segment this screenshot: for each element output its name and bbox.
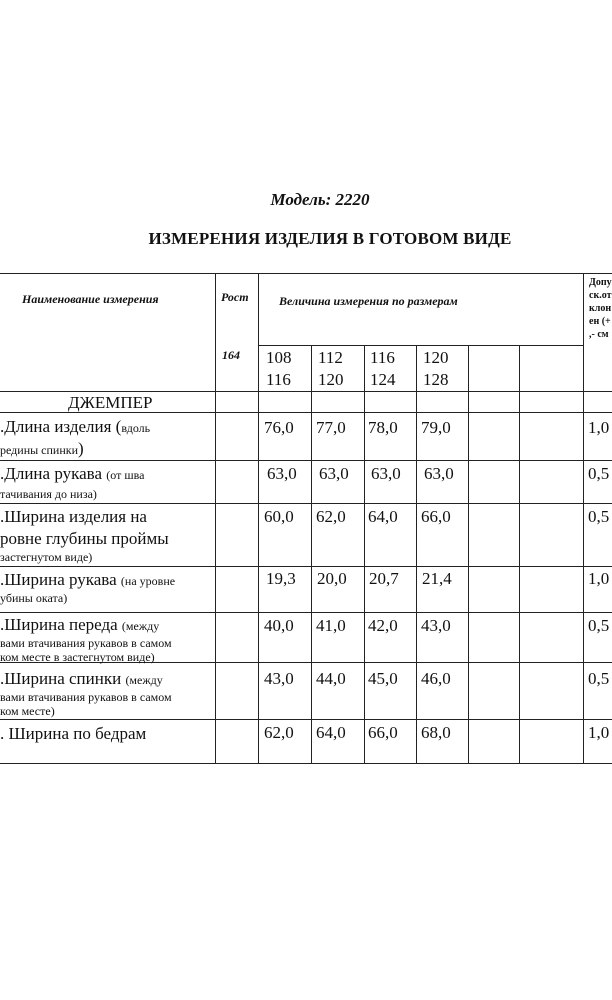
tolerance-header-line: клон — [589, 303, 612, 314]
size-value: 41,0 — [316, 616, 346, 635]
tolerance-value: 0,5 — [588, 669, 610, 688]
measurement-title: .Ширина переда — [0, 615, 122, 634]
size-value: 77,0 — [316, 418, 346, 437]
measurement-title: ровне глубины проймы — [0, 529, 169, 548]
grid-line — [364, 345, 365, 763]
measurement-note: вами втачивания рукавов в самом — [0, 636, 172, 650]
grid-line — [468, 345, 469, 763]
grid-line — [258, 273, 259, 763]
size-value: 68,0 — [421, 723, 451, 742]
grid-line — [0, 612, 612, 613]
grid-line — [0, 503, 612, 504]
size-top: 112 — [318, 348, 343, 367]
tolerance-header-line: Допу — [589, 277, 612, 288]
size-value: 64,0 — [368, 507, 398, 526]
size-value: 66,0 — [368, 723, 398, 742]
measurement-note: застегнутом виде) — [0, 550, 93, 564]
tolerance-value: 0,5 — [588, 507, 610, 526]
size-bottom: 116 — [266, 370, 291, 389]
size-value: 20,7 — [369, 569, 399, 588]
grid-line — [0, 460, 612, 461]
measurement-note: редины спинки — [0, 443, 79, 457]
measurement-title: . Ширина по бедрам — [0, 724, 147, 743]
model-title: Модель: 2220 — [270, 190, 370, 209]
header-size-values: Величина измерения по размерам — [279, 294, 458, 308]
grid-line — [215, 273, 216, 763]
size-value: 60,0 — [264, 507, 294, 526]
size-column — [318, 347, 344, 391]
tolerance-value: 0,5 — [588, 464, 610, 483]
measurement-title: .Длина изделия ( — [0, 417, 122, 436]
grid-line — [0, 273, 612, 274]
grid-line — [0, 391, 612, 392]
measurement-note: вдоль — [121, 421, 151, 435]
measurement-name — [0, 614, 172, 664]
measurement-title: .Ширина спинки — [0, 669, 126, 688]
grid-line — [519, 345, 520, 763]
size-value: 19,3 — [266, 569, 296, 588]
size-value: 63,0 — [319, 464, 349, 483]
size-bottom: 120 — [318, 370, 344, 389]
size-value: 42,0 — [368, 616, 398, 635]
header-tolerance — [589, 276, 612, 341]
size-value: 43,0 — [421, 616, 451, 635]
size-value: 63,0 — [424, 464, 454, 483]
size-top: 116 — [370, 348, 395, 367]
measurement-title: .Ширина изделия на — [0, 507, 147, 526]
measurement-title: ) — [78, 439, 84, 458]
size-value: 66,0 — [421, 507, 451, 526]
measurement-name — [0, 506, 169, 564]
document-heading: ИЗМЕРЕНИЯ ИЗДЕЛИЯ В ГОТОВОМ ВИДЕ — [148, 229, 512, 248]
size-value: 79,0 — [421, 418, 451, 437]
size-value: 63,0 — [267, 464, 297, 483]
size-value: 46,0 — [421, 669, 451, 688]
measurement-note: (между — [125, 673, 163, 687]
size-column — [370, 347, 396, 391]
measurement-note: (на уровне — [120, 574, 176, 588]
size-value: 43,0 — [264, 669, 294, 688]
measurement-note: ком месте) — [0, 704, 55, 718]
measurement-name — [0, 463, 144, 503]
measurement-note: тачивания до низа) — [0, 487, 97, 501]
tolerance-value: 1,0 — [588, 418, 610, 437]
size-value: 64,0 — [316, 723, 346, 742]
measurement-note: (от шва — [106, 468, 145, 482]
height-value: 164 — [222, 348, 240, 362]
header-height: Рост — [221, 290, 249, 304]
tolerance-value: 1,0 — [588, 569, 610, 588]
size-value: 76,0 — [264, 418, 294, 437]
size-value: 63,0 — [371, 464, 401, 483]
size-value: 20,0 — [317, 569, 347, 588]
measurement-name — [0, 416, 150, 460]
grid-line — [258, 345, 583, 346]
size-value: 62,0 — [264, 723, 294, 742]
grid-line — [311, 345, 312, 763]
section-label: ДЖЕМПЕР — [68, 393, 153, 412]
measurement-note: (между — [121, 619, 160, 633]
grid-line — [0, 566, 612, 567]
measurement-note: вами втачивания рукавов в самом — [0, 690, 172, 704]
size-value: 62,0 — [316, 507, 346, 526]
grid-line — [583, 273, 584, 763]
tolerance-header-line: ,- см — [589, 329, 609, 340]
header-measurement-name: Наименование измерения — [22, 292, 159, 306]
size-top: 120 — [423, 348, 449, 367]
grid-line — [0, 719, 612, 720]
measurement-title: .Длина рукава — [0, 464, 107, 483]
tolerance-value: 1,0 — [588, 723, 610, 742]
measurement-name — [0, 668, 172, 718]
size-value: 40,0 — [264, 616, 294, 635]
size-value: 45,0 — [368, 669, 398, 688]
measurement-note: убины оката) — [0, 591, 68, 605]
measurement-title: .Ширина рукава — [0, 570, 121, 589]
size-bottom: 124 — [370, 370, 396, 389]
size-value: 44,0 — [316, 669, 346, 688]
size-column — [266, 347, 292, 391]
tolerance-header-line: ск.от — [589, 290, 612, 301]
size-value: 78,0 — [368, 418, 398, 437]
size-column — [423, 347, 449, 391]
measurement-note: ком месте в застегнутом виде) — [0, 650, 155, 664]
size-top: 108 — [266, 348, 292, 367]
grid-line — [416, 345, 417, 763]
size-value: 21,4 — [422, 569, 452, 588]
measurement-name — [0, 723, 146, 745]
measurement-name — [0, 569, 175, 605]
tolerance-value: 0,5 — [588, 616, 610, 635]
grid-line — [0, 763, 612, 764]
size-bottom: 128 — [423, 370, 449, 389]
tolerance-header-line: ен (+ — [589, 316, 611, 327]
